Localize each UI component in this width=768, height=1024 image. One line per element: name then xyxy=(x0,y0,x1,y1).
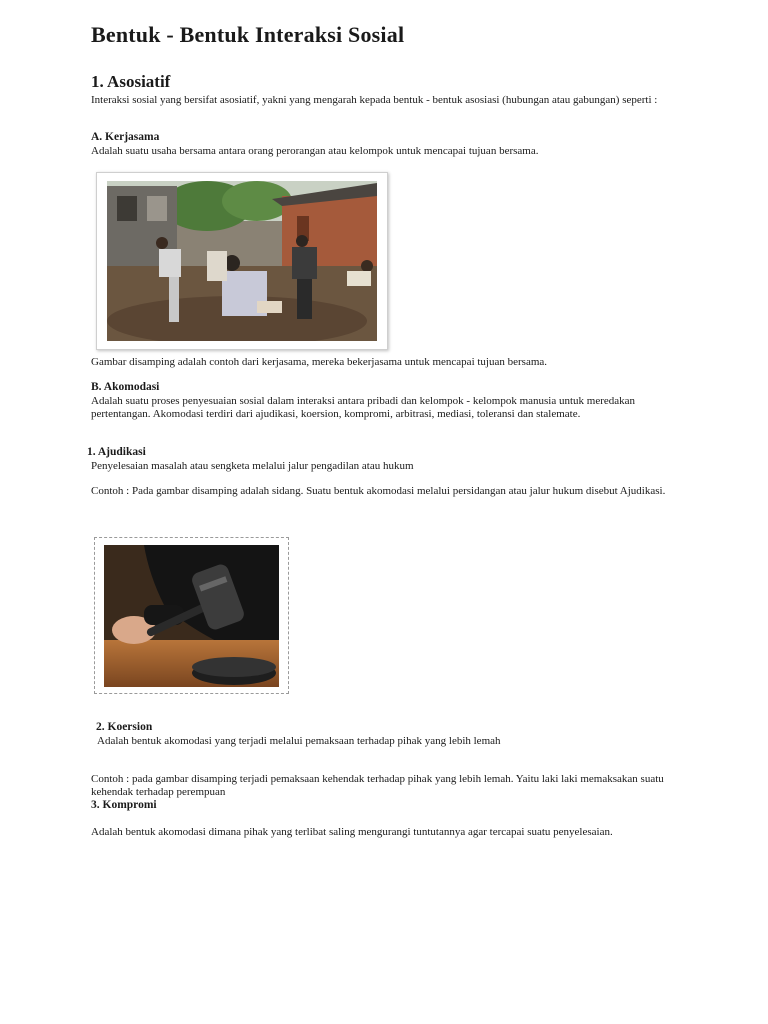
kerjasama-photo-image xyxy=(107,181,377,341)
kerjasama-text: Adalah suatu usaha bersama antara orang perorangan atau kelompok untuk mencapai tujuan bersama. xyxy=(91,145,539,157)
gavel-photo xyxy=(94,537,289,694)
ajudikasi-example: Contoh : Pada gambar disamping adalah sidang. Suatu bentuk akomodasi melalui persidangan atau jalur hukum disebut Ajudikasi. xyxy=(91,485,666,497)
koersion-example: Contoh : pada gambar disamping terjadi pemaksaan kehendak terhadap pihak yang lebih lemah. Yaitu laki laki memaksakan suatu kehendak terhadap perempuan xyxy=(91,773,664,798)
akomodasi-text: Adalah suatu proses penyesuaian sosial dalam interaksi antara pribadi dan kelompok - kelompok manusia untuk meredakan pertentangan. Akomodasi terdiri dari ajudikasi, koersion, kompromi, arbitrasi, mediasi, toleransi dan stalemate. xyxy=(91,395,636,420)
kompromi-heading: 3. Kompromi xyxy=(91,799,157,811)
ajudikasi-heading: 1. Ajudikasi xyxy=(87,446,146,458)
koersion-heading: 2. Koersion xyxy=(96,721,153,733)
section-heading-asosiatif: 1. Asosiatif xyxy=(91,72,171,91)
ajudikasi-text: Penyelesaian masalah atau sengketa melalui jalur pengadilan atau hukum xyxy=(91,460,414,472)
kerjasama-caption: Gambar disamping adalah contoh dari kerjasama, mereka bekerjasama untuk mencapai tujuan bersama. xyxy=(91,356,548,368)
asosiatif-intro: Interaksi sosial yang bersifat asosiatif, yakni yang mengarah kepada bentuk - bentuk asosiasi (hubungan atau gabungan) seperti : xyxy=(91,94,658,106)
kompromi-text: Adalah bentuk akomodasi dimana pihak yang terlibat saling mengurangi tuntutannya agar tercapai suatu penyelesaian. xyxy=(91,826,613,838)
kerjasama-photo xyxy=(96,172,388,350)
page-title: Bentuk - Bentuk Interaksi Sosial xyxy=(91,22,405,47)
koersion-text: Adalah bentuk akomodasi yang terjadi melalui pemaksaan terhadap pihak yang lebih lemah xyxy=(97,735,501,747)
kerjasama-heading: A. Kerjasama xyxy=(91,131,160,143)
gavel-photo-image xyxy=(104,545,279,687)
akomodasi-heading: B. Akomodasi xyxy=(91,381,160,393)
